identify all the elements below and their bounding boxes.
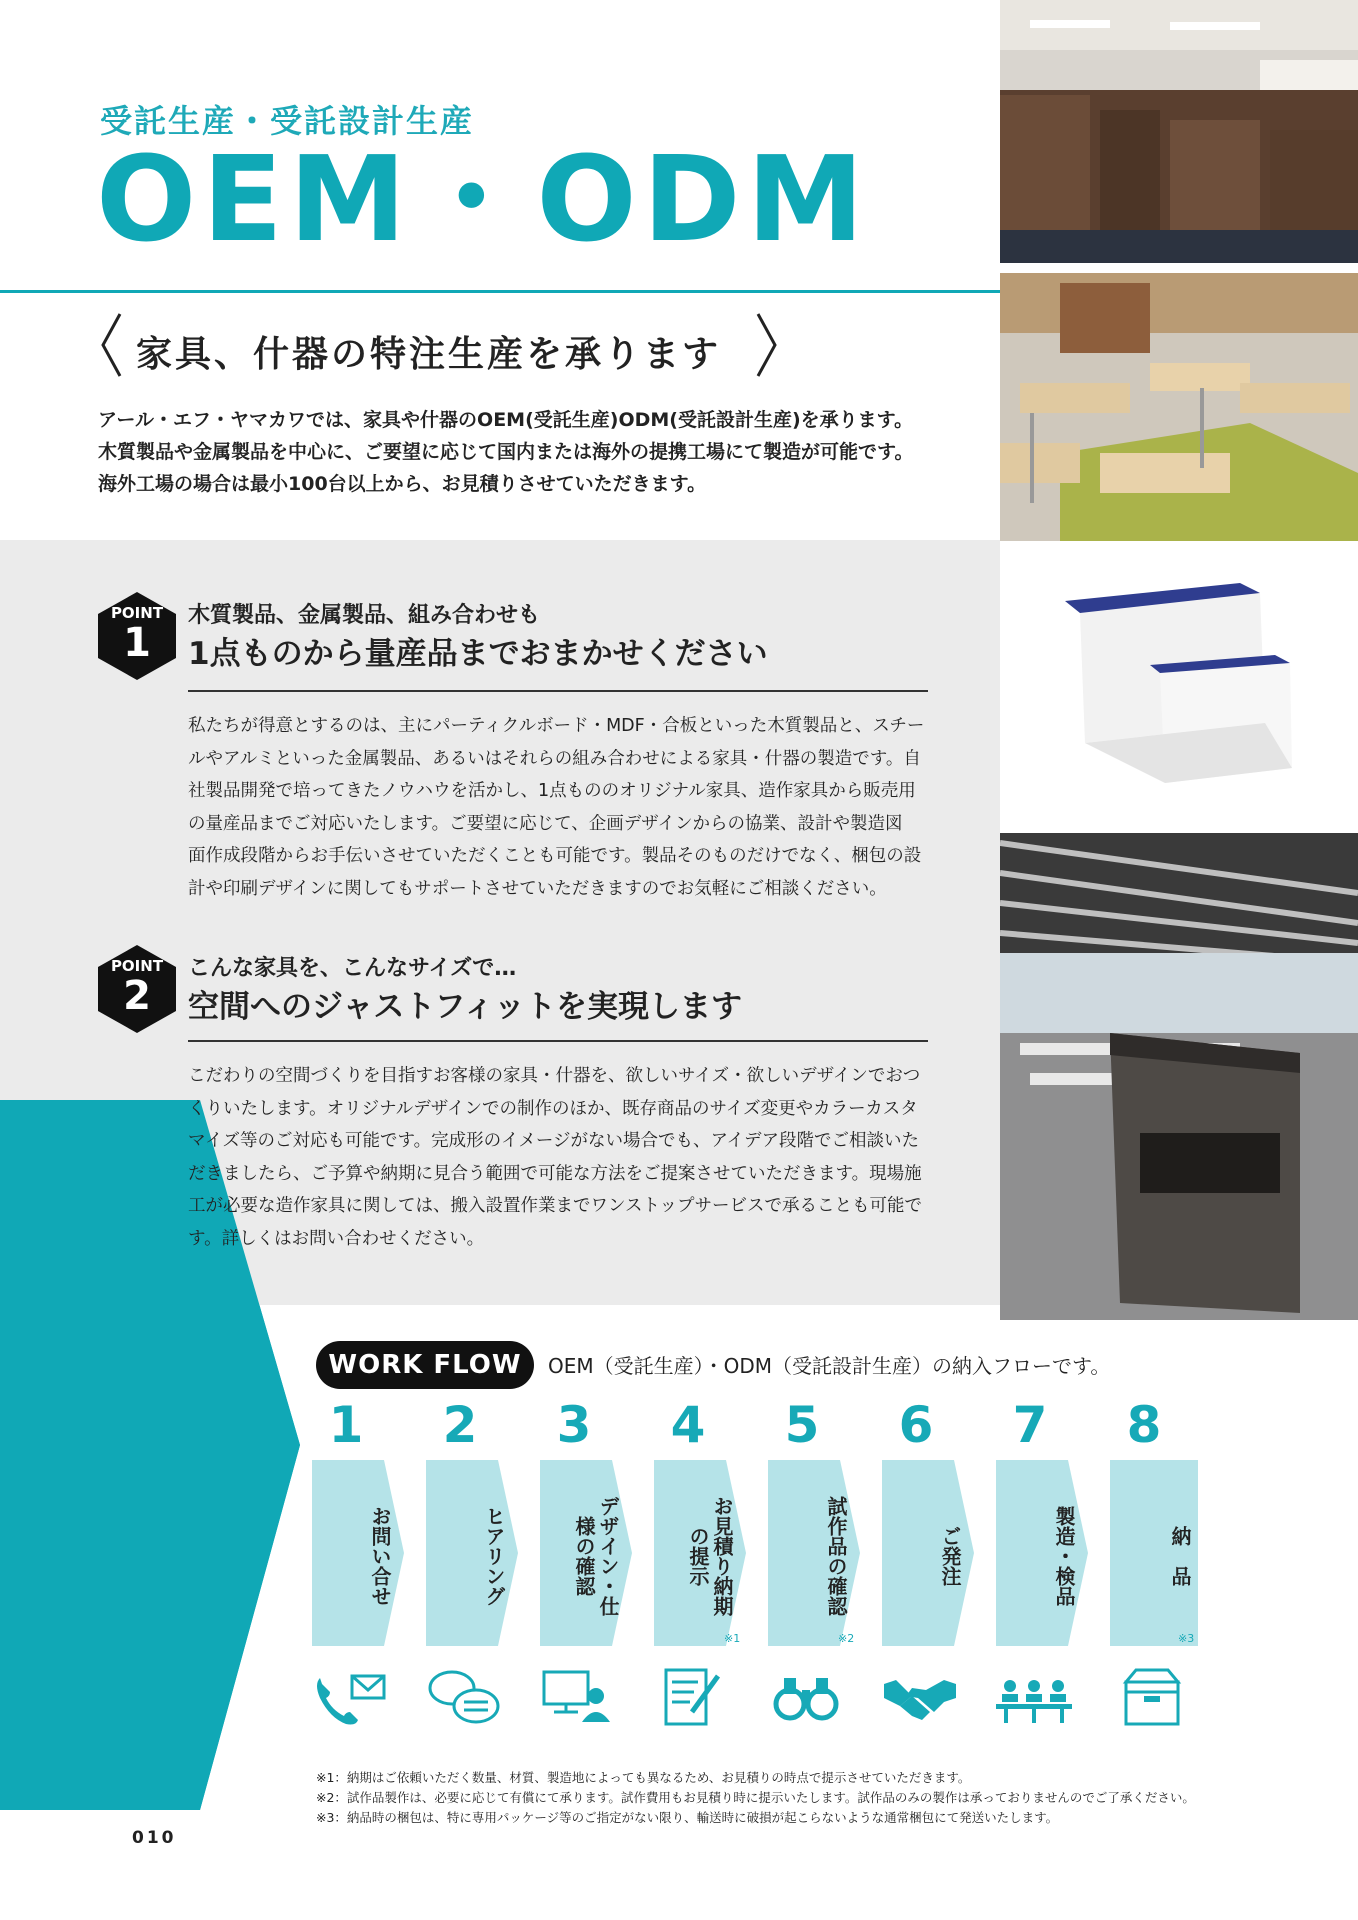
photo-white-blue-counter [1000, 553, 1358, 821]
intro-line: アール・エフ・ヤマカワでは、家具や什器のOEM(受託生産)ODM(受託設計生産)を承ります。 [98, 409, 914, 431]
step-label: 納 品 [1168, 1526, 1192, 1586]
step-label: 製造・検品 [1052, 1506, 1076, 1606]
headline-block [100, 312, 790, 378]
step-label: ヒアリング [482, 1506, 506, 1606]
body-line: 私たちが得意とするのは、主にパーティクルボード・MDF・合板といった木質製品と、スチー [188, 716, 925, 736]
step-note: ※3 [1178, 1632, 1195, 1645]
headline: 家具、什器の特注生産を承ります [136, 334, 722, 375]
body-line: くりいたします。オリジナルデザインでの制作のほか、既存商品のサイズ変更やカラーカスタ [188, 1098, 918, 1119]
body-line: の量産品までご対応いたします。ご要望に応じて、企画デザインからの協業、設計や製造図 [188, 813, 903, 834]
workflow-step-4 [642, 1396, 742, 1696]
point-1-heading: 1点ものから量産品までおまかせください [188, 636, 768, 672]
point-badge-label: POINT [110, 957, 164, 975]
page-number: 010 [132, 1828, 177, 1848]
photo-classroom-desks [1000, 273, 1358, 541]
body-line: こだわりの空間づくりを目指すお客様の家具・什器を、欲しいサイズ・欲しいデザインでおつ [188, 1066, 921, 1086]
body-line: だきましたら、ご予算や納期に見合う範囲で可能な方法をご提案させていただきます。現場施 [188, 1163, 922, 1184]
left-angle-bracket-icon [100, 312, 122, 378]
body-line: す。詳しくはお問い合わせください。 [188, 1228, 485, 1249]
point-2-body [188, 1060, 928, 1255]
workflow-steps [300, 1396, 1260, 1696]
step-label: 試作品の確認 [824, 1496, 848, 1616]
point-badge-number: 1 [123, 620, 151, 666]
step-number: 6 [898, 1396, 934, 1454]
title-divider [0, 290, 1000, 293]
body-line: 面作成段階からお手伝いさせていただくことも可能です。製品そのものだけでなく、梱包の設 [188, 846, 922, 866]
package-box-icon [1114, 1666, 1190, 1730]
page-title: OEM・ODM [96, 130, 871, 268]
point-1-divider [188, 690, 928, 692]
step-number: 4 [670, 1396, 706, 1454]
footnote-2: ※2：試作品製作は、必要に応じて有償にて承ります。試作費用もお見積り時に提示いたします。試作品のみの製作は承っておりませんのでご了承ください。 [316, 1790, 1195, 1805]
step-number: 1 [328, 1396, 364, 1454]
photo-study-booths [1000, 0, 1358, 263]
intro-line: 木質製品や金属製品を中心に、ご要望に応じて国内または海外の提携工場にて製造が可能です。 [98, 441, 914, 463]
point-badge-number: 2 [123, 973, 151, 1019]
phone-mail-icon [312, 1666, 388, 1730]
workflow-step-2 [414, 1396, 514, 1696]
body-line: 社製品開発で培ってきたノウハウを活かし、1点もののオリジナル家具、造作家具から販売用 [188, 781, 916, 801]
step-number: 5 [784, 1396, 820, 1454]
footnote-1: ※1：納期はご依頼いただく数量、材質、製造地によっても異なるため、お見積りの時点で提示させていただきます。 [316, 1770, 971, 1785]
binoculars-icon [768, 1666, 844, 1730]
step-number: 2 [442, 1396, 478, 1454]
step-label: ご発注 [938, 1526, 962, 1586]
point-1-subheading: 木質製品、金属製品、組み合わせも [188, 603, 541, 628]
step-label: お見積り納期の提示 [686, 1496, 734, 1616]
point-2-heading: 空間へのジャストフィットを実現します [188, 989, 742, 1025]
point-badge-label: POINT [110, 604, 164, 622]
body-line: 計や印刷デザインに関してもサポートさせていただきますのでお気軽にご相談ください。 [188, 878, 887, 899]
body-line: ルやアルミといった金属製品、あるいはそれらの組み合わせによる家具・什器の製造です。自 [188, 748, 921, 769]
designer-monitor-icon [540, 1666, 616, 1730]
right-angle-bracket-icon [756, 312, 778, 378]
footnote-3: ※3：納品時の梱包は、特に専用パッケージ等のご指定がない限り、輸送時に破損が起こらないような通常梱包にて発送いたします。 [316, 1810, 1059, 1825]
workflow-pill: WORK FLOW [316, 1341, 534, 1389]
handshake-icon [882, 1666, 958, 1730]
speech-bubbles-icon [426, 1666, 502, 1730]
workflow-description: OEM（受託生産）・ODM（受託設計生産）の納入フローです。 [548, 1354, 1111, 1378]
document-pen-icon [654, 1666, 730, 1730]
intro-text [98, 404, 913, 500]
point-1-body [188, 710, 928, 905]
step-note: ※1 [724, 1632, 741, 1645]
step-number: 8 [1126, 1396, 1162, 1454]
point-2-subheading: こんな家具を、こんなサイズで… [188, 956, 517, 981]
page-subtitle: 受託生産・受託設計生産 [100, 102, 475, 140]
workflow-step-1 [300, 1396, 400, 1696]
intro-line: 海外工場の場合は最小100台以上から、お見積りさせていただきます。 [98, 473, 707, 495]
step-label: お問い合せ [368, 1506, 392, 1606]
workflow-step-7 [984, 1396, 1084, 1696]
body-line: 工が必要な造作家具に関しては、搬入設置作業までワンストップサービスで承ることも可能で [188, 1196, 922, 1216]
step-note: ※2 [838, 1632, 855, 1645]
workflow-step-5 [756, 1396, 856, 1696]
step-number: 7 [1012, 1396, 1048, 1454]
point-2-divider [188, 1040, 928, 1042]
body-line: マイズ等のご対応も可能です。完成形のイメージがない場合でも、アイデア段階でご相談いた [188, 1131, 919, 1151]
workflow-step-8 [1098, 1396, 1198, 1696]
photo-lecture-hall-counter [1000, 833, 1358, 1320]
workflow-step-6 [870, 1396, 970, 1696]
step-number: 3 [556, 1396, 592, 1454]
step-label: デザイン・仕様の確認 [572, 1496, 620, 1616]
workflow-step-3 [528, 1396, 628, 1696]
factory-workers-icon [996, 1666, 1072, 1730]
